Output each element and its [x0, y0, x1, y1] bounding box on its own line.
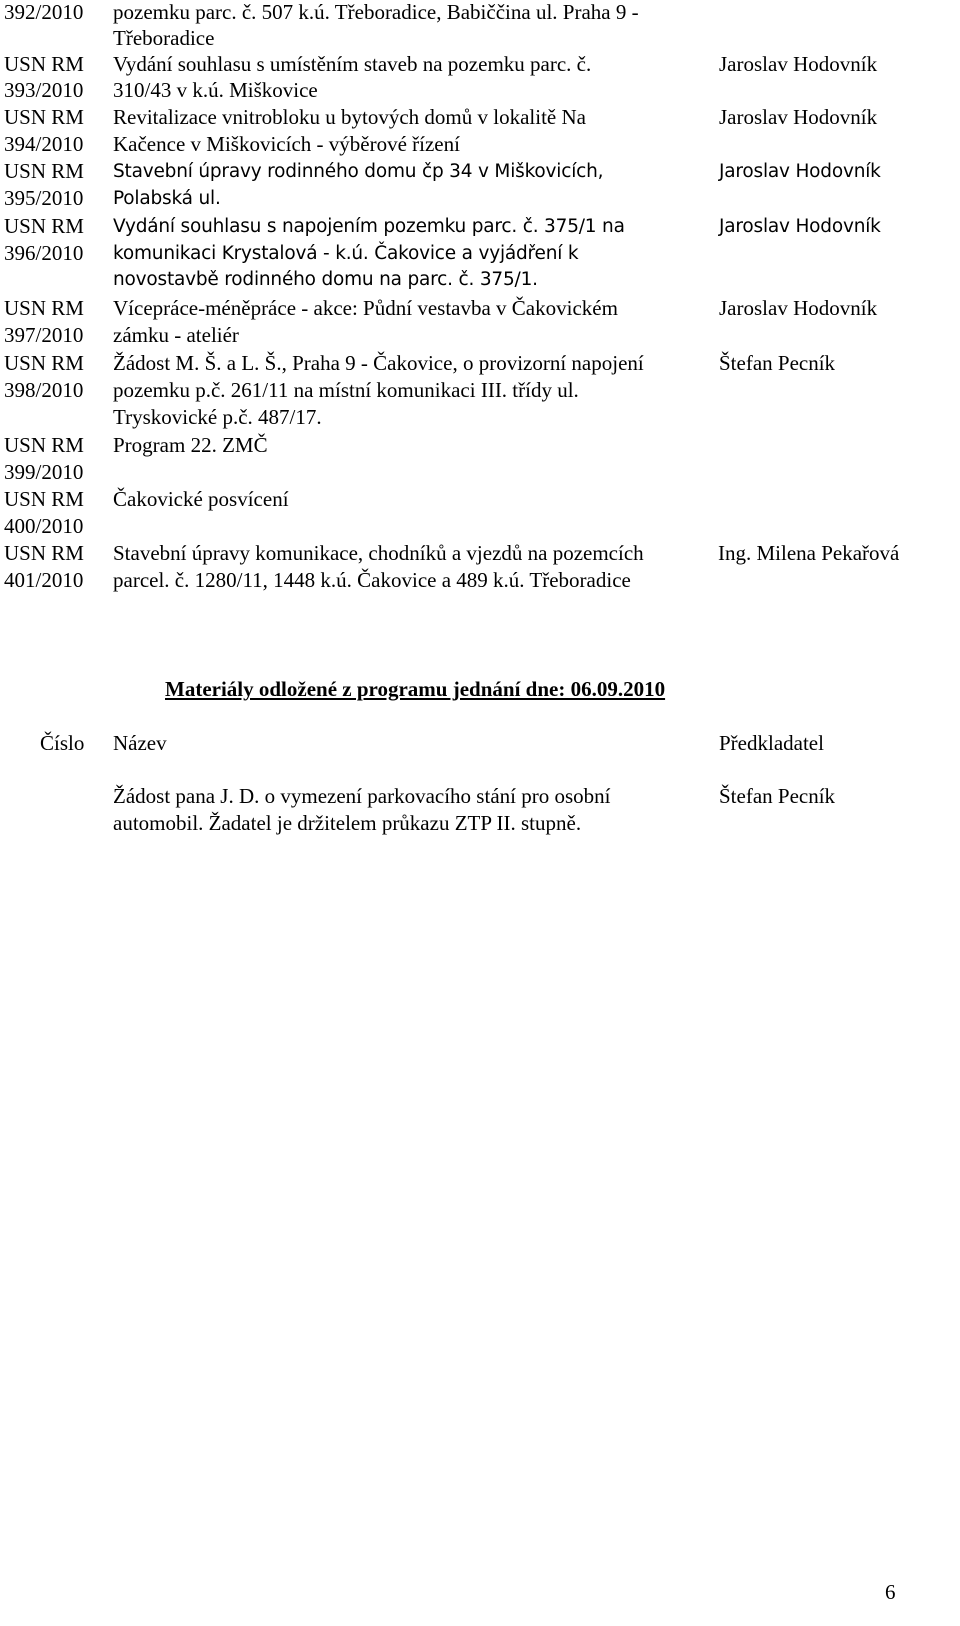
- resolution-title-line: Stavební úpravy rodinného domu čp 34 v Miškovicích,: [113, 161, 604, 182]
- resolution-title-line: Vydání souhlasu s napojením pozemku parc. č. 375/1 na: [113, 216, 625, 237]
- resolution-number: 399/2010: [4, 460, 84, 484]
- resolution-title-line: novostavbě rodinného domu na parc. č. 375/1.: [113, 269, 538, 290]
- resolution-title-line: Kačence v Miškovicích - výběrové řízení: [113, 132, 460, 156]
- resolution-title-line: parcel. č. 1280/11, 1448 k.ú. Čakovice a 489 k.ú. Třeboradice: [113, 568, 631, 592]
- resolution-number: USN RM: [4, 351, 84, 375]
- resolution-title-line: Tryskovické p.č. 487/17.: [113, 405, 322, 429]
- resolution-number: USN RM: [4, 52, 84, 76]
- resolution-title-line: Čakovické posvícení: [113, 487, 289, 511]
- resolution-number: USN RM: [4, 214, 84, 238]
- resolution-number: USN RM: [4, 487, 84, 511]
- resolution-author: Jaroslav Hodovník: [719, 296, 878, 320]
- resolution-title-line: Revitalizace vnitrobloku u bytových domů v lokalitě Na: [113, 105, 586, 129]
- resolution-title-line: pozemku p.č. 261/11 na místní komunikaci III. třídy ul.: [113, 378, 579, 402]
- resolution-number: USN RM: [4, 541, 84, 565]
- resolution-number: USN RM: [4, 105, 84, 129]
- column-header-author: Předkladatel: [719, 731, 824, 755]
- resolution-title-line: Třeboradice: [113, 26, 215, 50]
- resolution-number: USN RM: [4, 159, 84, 183]
- column-header-number: Číslo: [40, 731, 85, 755]
- resolution-author: Jaroslav Hodovník: [719, 105, 878, 129]
- column-header-title: Název: [113, 731, 167, 755]
- resolution-title-line: Program 22. ZMČ: [113, 433, 268, 457]
- resolution-number: 394/2010: [4, 132, 84, 156]
- resolution-number: 396/2010: [4, 241, 84, 265]
- page-number: 6: [885, 1580, 896, 1604]
- resolution-title-line: zámku - ateliér: [113, 323, 239, 347]
- resolution-author: Jaroslav Hodovník: [719, 161, 881, 182]
- resolution-title-line: Žádost M. Š. a L. Š., Praha 9 - Čakovice, o provizorní napojení: [113, 351, 644, 375]
- resolution-title-line: 310/43 v k.ú. Miškovice: [113, 78, 318, 102]
- section-heading: Materiály odložené z programu jednání dne: 06.09.2010: [165, 677, 666, 701]
- resolution-number: USN RM: [4, 296, 84, 320]
- resolution-number: 400/2010: [4, 514, 84, 538]
- resolution-number: 401/2010: [4, 568, 84, 592]
- resolution-title-line: Stavební úpravy komunikace, chodníků a vjezdů na pozemcích: [113, 541, 644, 565]
- deferred-item-title-line: Žádost pana J. D. o vymezení parkovacího stání pro osobní: [113, 784, 611, 808]
- resolution-number: USN RM: [4, 433, 84, 457]
- resolution-title-line: Vícepráce-méněpráce - akce: Půdní vestavba v Čakovickém: [113, 296, 618, 320]
- resolution-title-line: komunikaci Krystalová - k.ú. Čakovice a vyjádření k: [113, 243, 579, 264]
- deferred-item-title-line: automobil. Žadatel je držitelem průkazu ZTP II. stupně.: [113, 811, 582, 835]
- resolution-title-line: pozemku parc. č. 507 k.ú. Třeboradice, Babiččina ul. Praha 9 -: [113, 0, 639, 24]
- resolution-author: Jaroslav Hodovník: [719, 216, 881, 237]
- resolution-title-line: Polabská ul.: [113, 188, 221, 209]
- resolution-author: Ing. Milena Pekařová: [718, 541, 900, 565]
- resolution-number: 395/2010: [4, 186, 84, 210]
- resolution-number: 392/2010: [4, 0, 84, 24]
- deferred-item-author: Štefan Pecník: [719, 784, 836, 808]
- resolution-number: 393/2010: [4, 78, 84, 102]
- resolution-author: Jaroslav Hodovník: [719, 52, 878, 76]
- resolution-title-line: Vydání souhlasu s umístěním staveb na pozemku parc. č.: [113, 52, 592, 76]
- resolution-author: Štefan Pecník: [719, 351, 836, 375]
- resolution-number: 398/2010: [4, 378, 84, 402]
- resolution-number: 397/2010: [4, 323, 84, 347]
